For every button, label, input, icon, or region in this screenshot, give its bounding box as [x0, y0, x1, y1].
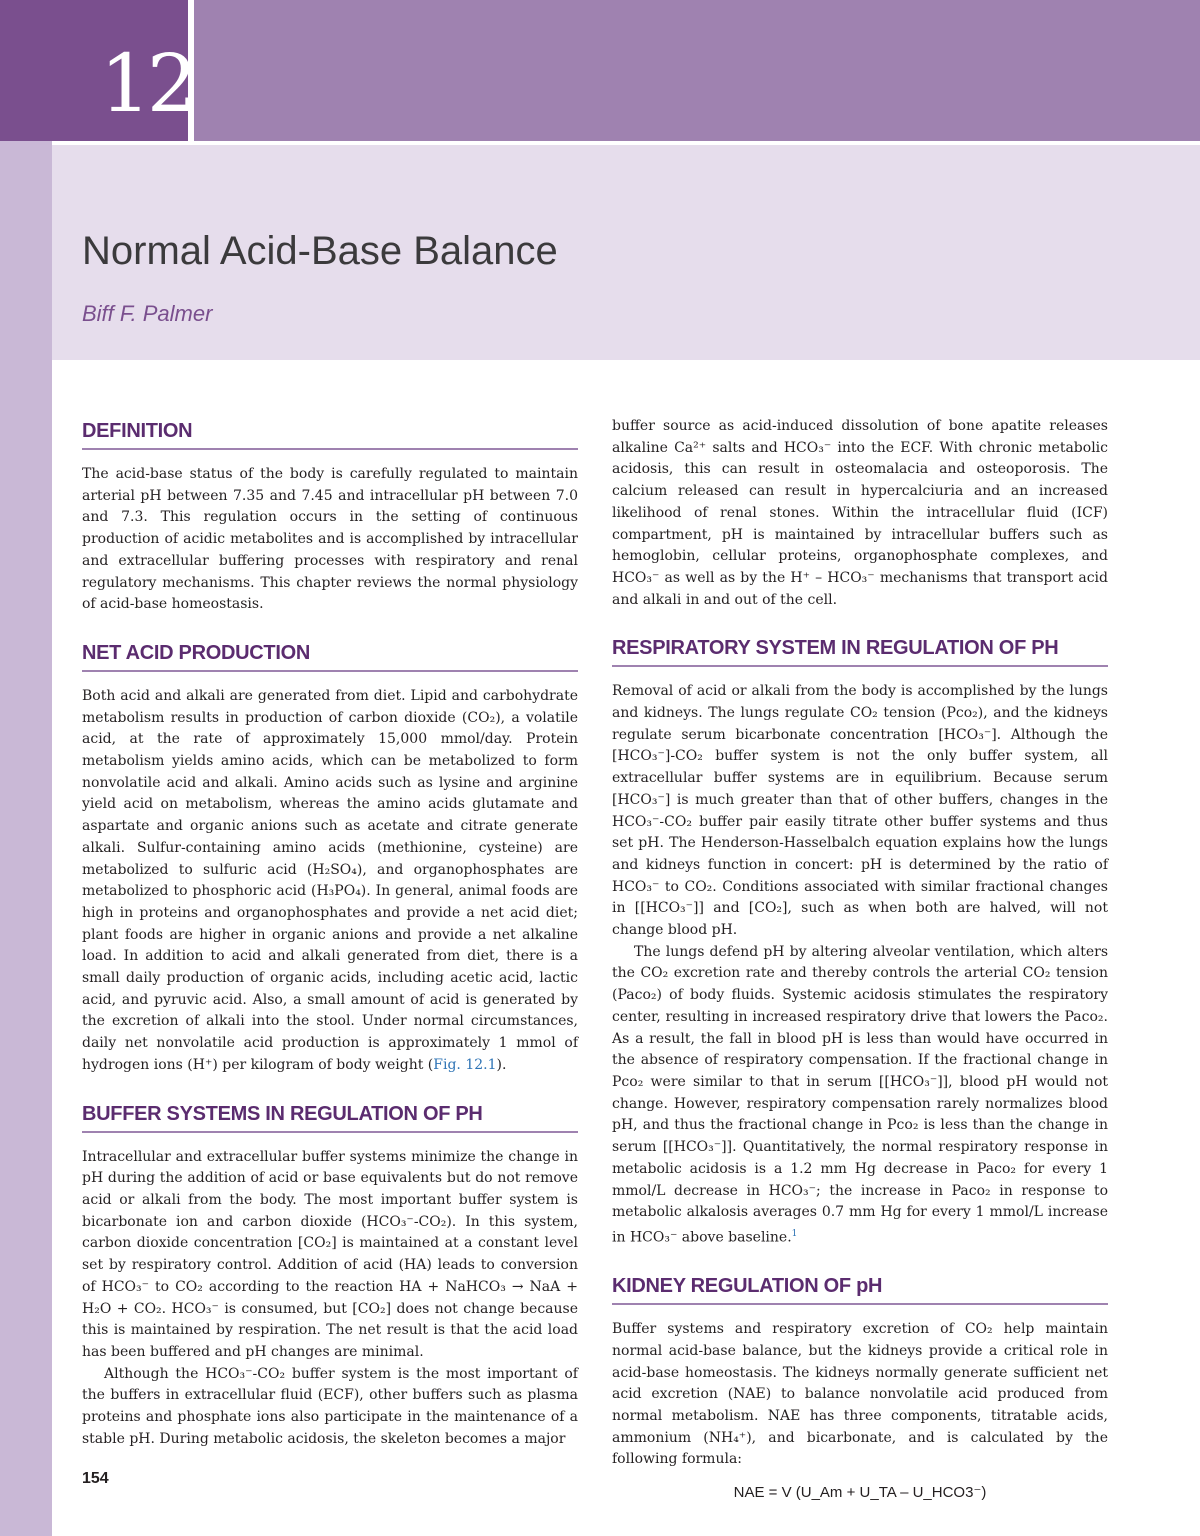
title-divider [52, 141, 1200, 145]
reference-link[interactable]: 1 [791, 1228, 798, 1239]
paragraph-text-end: ). [496, 1056, 507, 1073]
paragraph: Intracellular and extracellular buffer systems minimize the change in pH during the addition of acid or base equivalents but do not remove acid or alkali from the body. The most important buffer system is bicarbonate ion and carbon dioxide (HCO₃⁻-CO₂). In this system, carbon dioxide concentration [CO₂] is maintained at a constant level set by respiratory control. Addition of acid (HA) leads to conversion of HCO₃⁻ to CO₂ according to the reaction HA + NaHCO₃ → NaA + H₂O + CO₂. HCO₃⁻ is consumed, but [CO₂] does not change because this is maintained by respiration. The net result is that the acid load has been buffered and pH changes are minimal. [82, 1148, 578, 1360]
side-strip [0, 141, 52, 1536]
nae-formula: NAE = V (U_Am + U_TA – U_HCO3⁻) [733, 1484, 987, 1502]
section-heading: DEFINITION [82, 416, 578, 450]
paragraph: The acid-base status of the body is carefully regulated to maintain arterial pH between 7.35 and 7.45 and intracellular pH between 7.0 and 7.3. This regulation occurs in the setting of continuous production of acidic metabolites and is accomplished by intracellular and extracellular buffering processes with respiratory and renal regulatory mechanisms. This chapter reviews the normal physiology of acid-base homeostasis. [82, 466, 578, 613]
section-heading: KIDNEY REGULATION OF pH [612, 1271, 1108, 1305]
section-kidney-regulation [612, 1271, 1108, 1501]
section-definition [82, 416, 578, 616]
chapter-author: Biff F. Palmer [82, 301, 213, 326]
section-heading: NET ACID PRODUCTION [82, 638, 578, 672]
section-net-acid-production [82, 638, 578, 1077]
page-number: 154 [82, 1470, 109, 1487]
section-respiratory-system [612, 633, 1108, 1249]
paragraph [612, 942, 1108, 1250]
figure-link[interactable]: Fig. 12.1 [433, 1056, 497, 1073]
paragraph: Buffer systems and respiratory excretion of CO₂ help maintain normal acid-base balance, but the kidneys provide a critical role in acid-base homeostasis. The kidneys normally generate sufficient net acid excretion (NAE) to balance nonvolatile acid produced from normal metabolism. NAE has three components, titratable acids, ammonium (NH₄⁺), and bicarbonate, and is calculated by the following formula: [612, 1321, 1108, 1468]
chapter-number: 12 [100, 37, 194, 130]
paragraph [82, 686, 578, 1077]
paragraph: Removal of acid or alkali from the body is accomplished by the lungs and kidneys. The lungs regulate CO₂ tension (Pco₂), and the kidneys regulate serum bicarbonate concentration [HCO₃⁻]. Although the [HCO₃⁻]-CO₂ buffer system is not the only buffer system, all extracellular buffer systems are in equilibrium. Because serum [HCO₃⁻] is much greater than that of other buffers, changes in the HCO₃⁻-CO₂ buffer pair easily titrate other buffer systems and thus set pH. The Henderson-Hasselbalch equation explains how the lungs and kidneys function in concert: pH is determined by the ratio of HCO₃⁻ to CO₂. Conditions associated with similar fractional changes in [[HCO₃⁻]] and [CO₂], such as when both are halved, will not change blood pH. [612, 683, 1108, 939]
section-heading: BUFFER SYSTEMS IN REGULATION OF PH [82, 1099, 578, 1133]
paragraph: Although the HCO₃⁻-CO₂ buffer system is the most important of the buffers in extracellular fluid (ECF), other buffers such as plasma proteins and phosphate ions also participate in the maintenance of a stable pH. During metabolic acidosis, the skeleton becomes a major [82, 1365, 578, 1447]
section-heading: RESPIRATORY SYSTEM IN REGULATION OF PH [612, 633, 1108, 667]
paragraph-text: Both acid and alkali are generated from diet. Lipid and carbohydrate metabolism results in production of carbon dioxide (CO₂), a volatile acid, at the rate of approximately 15,000 mmol/day. Protein metabolism yields amino acids, which can be metabolized to form nonvolatile acid and alkali. Amino acids such as lysine and arginine yield acid on metabolism, whereas the amino acids glutamate and aspartate and organic anions such as acetate and citrate generate alkali. Sulfur-containing amino acids (methionine, cysteine) are metabolized to sulfuric acid (H₂SO₄), and organophosphates are metabolized to phosphoric acid (H₃PO₄). In general, animal foods are high in proteins and organophosphates and provide a net acid diet; plant foods are higher in organic anions and provide a net alkaline load. In addition to acid and alkali generated from diet, there is a small daily production of organic acids, including acetic acid, lactic acid, and pyruvic acid. Also, a small amount of acid is generated by the excretion of alkali into the stool. Under normal circumstances, daily net nonvolatile acid production is approximately 1 mmol of hydrogen ions (H⁺) per kilogram of body weight ( [82, 687, 578, 1073]
right-column [612, 416, 1108, 1523]
section-buffer-systems [82, 1099, 578, 1451]
paragraph-text: The lungs defend pH by altering alveolar ventilation, which alters the CO₂ excretion rate and thereby controls the arterial CO₂ tension (Paco₂) of body fluids. Systemic acidosis stimulates the respiratory center, resulting in increased respiratory drive that lowers the Paco₂. As a result, the fall in blood pH is less than would have occurred in the absence of respiratory compensation. If the fractional change in Pco₂ were similar to that in serum [[HCO₃⁻]], blood pH would not change. However, respiratory compensation rarely normalizes blood pH, and thus the fractional change in Pco₂ is less than the change in serum [[HCO₃⁻]]. Quantitatively, the normal respiratory response in metabolic acidosis is a 1.2 mm Hg decrease in Paco₂ for every 1 mmol/L decrease in HCO₃⁻; the increase in Paco₂ in response to metabolic alkalosis averages 0.7 mm Hg for every 1 mmol/L increase in HCO₃⁻ above baseline. [612, 943, 1108, 1246]
left-column [82, 416, 578, 1472]
paragraph-continuation: buffer source as acid-induced dissolution of bone apatite releases alkaline Ca²⁺ salts and HCO₃⁻ into the ECF. With chronic metabolic acidosis, this can result in osteomalacia and osteoporosis. The calcium released can result in hypercalciuria and an increased likelihood of renal stones. Within the intracellular fluid (ICF) compartment, pH is maintained by intracellular buffers such as hemoglobin, cellular proteins, organophosphate complexes, and HCO₃⁻ as well as by the H⁺ – HCO₃⁻ mechanisms that transport acid and alkali in and out of the cell. [612, 418, 1108, 608]
header-bar-right [194, 0, 1200, 141]
chapter-title: Normal Acid-Base Balance [82, 229, 558, 273]
